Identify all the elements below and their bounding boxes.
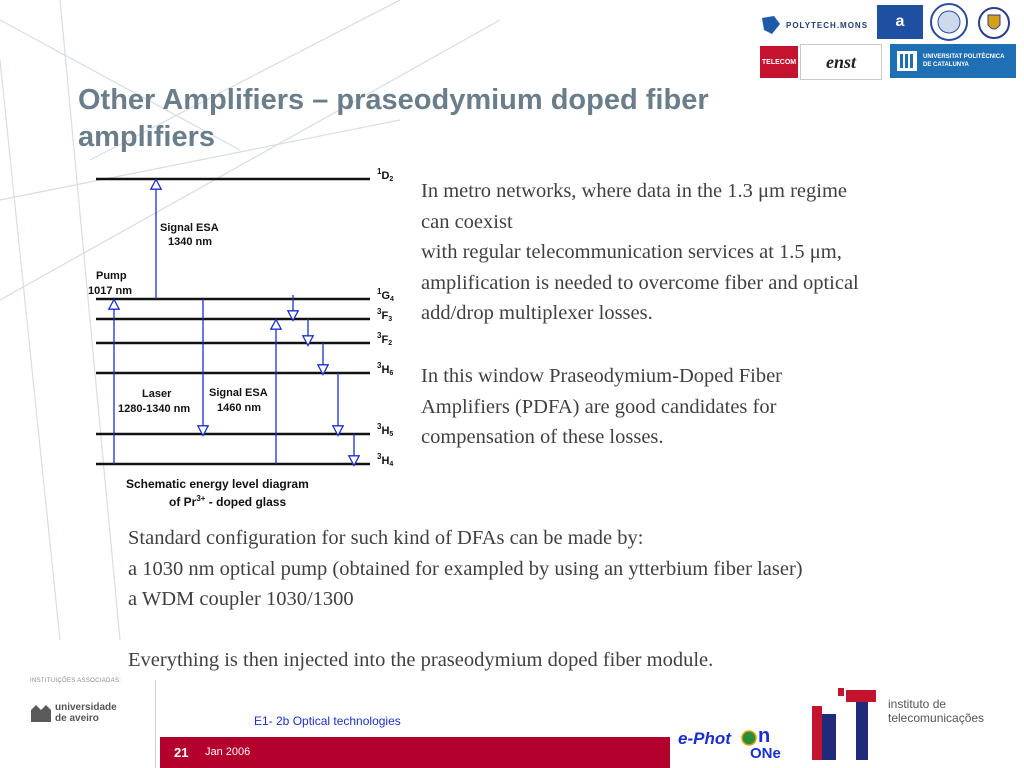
laser-wavelength: 1280-1340 nm — [118, 403, 191, 415]
text-line: compensation of these losses. — [421, 426, 664, 448]
globe-icon — [741, 730, 757, 746]
crest-icon — [977, 5, 1011, 41]
vertical-divider — [155, 680, 156, 768]
aveiro-logo — [30, 702, 117, 724]
polytech-mark-icon — [760, 14, 782, 36]
level-label-1d2: 1D2 — [377, 167, 394, 183]
ephoton-one-logo — [678, 724, 796, 766]
level-label-3h6: 3H6 — [377, 361, 394, 377]
pdfa-paragraph — [421, 361, 1001, 453]
ephoton-text: e-Phot — [678, 729, 731, 748]
text-line: Standard configuration for such kind of DFAs can be made by: — [128, 527, 644, 549]
signal-esa-1340-label: Signal ESA — [160, 222, 219, 234]
upc-grid-icon — [896, 50, 918, 72]
level-label-3f2: 3F2 — [377, 331, 393, 347]
it-line2: telecomunicações — [888, 711, 985, 725]
polytech-text: POLYTECH.MONS — [786, 20, 869, 30]
text-line: In metro networks, where data in the 1.3 μm regime — [421, 180, 847, 202]
text-line: with regular telecommunication services at 1.5 μm, — [421, 241, 842, 263]
text-line: In this window Praseodymium-Doped Fiber — [421, 365, 782, 387]
pump-wavelength: 1017 nm — [88, 285, 133, 297]
institutions-label: INSTITUIÇÕES ASSOCIADAS: — [30, 678, 122, 684]
pump-label: Pump — [96, 270, 127, 282]
text-line: Everything is then injected into the praseodymium doped fiber module. — [128, 649, 714, 671]
crest-logo — [975, 4, 1013, 42]
text-line: can coexist — [421, 210, 513, 233]
instituto-telecomunicacoes-icon — [810, 686, 880, 766]
text-line: add/drop multiplexer losses. — [421, 302, 653, 324]
text-line — [128, 615, 1008, 646]
slide-title: Other Amplifiers – praseodymium doped fiber amplifiers — [78, 84, 709, 153]
aveiro-line1: universidade — [55, 702, 117, 713]
level-label-3h5: 3H5 — [377, 422, 394, 438]
metro-networks-paragraph — [421, 176, 1001, 329]
text-line: Amplifiers (PDFA) are good candidates for — [421, 395, 777, 418]
signal-esa-1460-label: Signal ESA — [209, 387, 268, 399]
laser-label: Laser — [142, 388, 172, 400]
aveiro-mark-icon — [30, 702, 52, 724]
course-label: E1- 2b Optical technologies — [254, 714, 401, 728]
signal-esa-1340-wavelength: 1340 nm — [168, 236, 213, 248]
diagram-caption-line2: of $Pr^{3+}$ - doped glass — [169, 494, 287, 509]
acreo-logo: a — [877, 5, 923, 39]
enst-bretagne-logo: enst — [800, 44, 882, 80]
aveiro-line2: de aveiro — [55, 713, 99, 724]
it-line1: instituto de — [888, 697, 947, 711]
text-line: a 1030 nm optical pump (obtained for exampled by using an ytterbium fiber laser) — [128, 557, 803, 580]
level-label-1g4: 1G4 — [377, 287, 394, 303]
level-label-3h4: 3H4 — [377, 452, 394, 468]
it-text-logo — [888, 697, 984, 725]
text-line: a WDM coupler 1030/1300 — [128, 588, 354, 610]
signal-esa-1460-wavelength: 1460 nm — [217, 402, 262, 414]
upc-logo — [890, 44, 1016, 78]
energy-level-diagram — [80, 155, 410, 515]
ephoton-n: n — [758, 725, 771, 747]
page-number: 21 — [174, 745, 189, 760]
diagram-caption-line1: Schematic energy level diagram — [126, 477, 309, 491]
configuration-paragraph — [128, 523, 1008, 676]
telecom-paris-logo: TELECOM — [760, 46, 798, 78]
university-seal-logo — [928, 2, 970, 42]
polytech-mons-logo — [760, 8, 872, 42]
one-text: ONe — [750, 745, 781, 762]
text-line: amplification is needed to overcome fiber and optical — [421, 271, 859, 294]
upc-text: UNIVERSITAT POLITÈCNICA DE CATALUNYA — [923, 54, 1005, 68]
seal-icon — [929, 2, 969, 42]
footer-date: Jan 2006 — [205, 746, 251, 758]
level-label-3f3: 3F3 — [377, 307, 393, 323]
